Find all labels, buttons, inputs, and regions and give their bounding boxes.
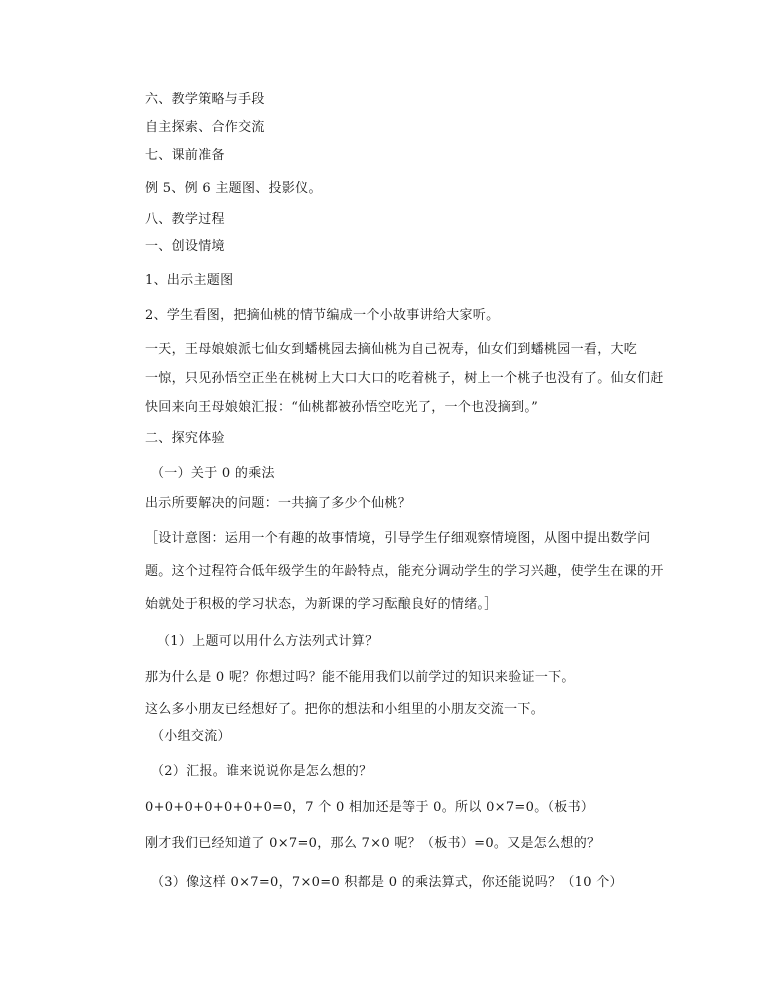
design-intent-line-2: 题。这个过程符合低年级学生的年龄特点，能充分调动学生的学习兴趣，使学生在课的开 <box>145 564 664 579</box>
paragraph-problem: 出示所要解决的问题：一共摘了多少个仙桃？ <box>145 496 412 511</box>
heading-explore: 二、探究体验 <box>145 431 225 446</box>
question-3: （3）像这样 0×7=0，7×0=0 积都是 0 的乘法算式，你还能说吗？（10 个） <box>151 875 623 890</box>
list-item-show-picture: 1、出示主题图 <box>145 273 234 288</box>
equation-addition: 0+0+0+0+0+0+0=0，7 个 0 相加还是等于 0。所以 0×7=0。（板书） <box>145 800 595 815</box>
heading-teaching-strategy: 六、教学策略与手段 <box>145 92 265 107</box>
list-item-story-task: 2、学生看图，把摘仙桃的情节编成一个小故事讲给大家听。 <box>145 308 500 323</box>
note-group-discussion: （小组交流） <box>151 729 231 744</box>
story-line-1: 一天，王母娘娘派七仙女到蟠桃园去摘仙桃为自己祝寿，仙女们到蟠桃园一看，大吃 <box>145 342 638 357</box>
design-intent-line-1: ［设计意图：运用一个有趣的故事情境，引导学生仔细观察情境图，从图中提出数学问 <box>145 531 651 546</box>
paragraph-strategy: 自主探索、合作交流 <box>145 120 265 135</box>
design-intent-line-3: 始就处于积极的学习状态，为新课的学习酝酿良好的情绪。］ <box>145 597 498 612</box>
heading-create-scenario: 一、创设情境 <box>145 239 225 254</box>
heading-preparation: 七、课前准备 <box>145 148 225 163</box>
paragraph-discuss: 这么多小朋友已经想好了。把你的想法和小组里的小朋友交流一下。 <box>145 702 545 717</box>
question-2: （2）汇报。谁来说说你是怎么想的？ <box>151 764 373 779</box>
story-line-3: 快回来向王母娘娘汇报：“仙桃都被孙悟空吃光了，一个也没摘到。” <box>145 400 539 415</box>
story-line-2: 一惊，只见孙悟空正坐在桃树上大口大口的吃着桃子，树上一个桃子也没有了。仙女们赶 <box>145 371 664 386</box>
question-1: （1）上题可以用什么方法列式计算？ <box>157 634 379 649</box>
equation-commutative: 刚才我们已经知道了 0×7=0，那么 7×0 呢？（板书）=0。又是怎么想的？ <box>145 836 601 851</box>
paragraph-why-zero: 那为什么是 0 呢？你想过吗？能不能用我们以前学过的知识来验证一下。 <box>145 670 575 685</box>
paragraph-preparation: 例 5、例 6 主题图、投影仪。 <box>145 181 322 196</box>
heading-teaching-process: 八、教学过程 <box>145 212 225 227</box>
heading-zero-multiplication: （一）关于 0 的乘法 <box>151 466 275 481</box>
